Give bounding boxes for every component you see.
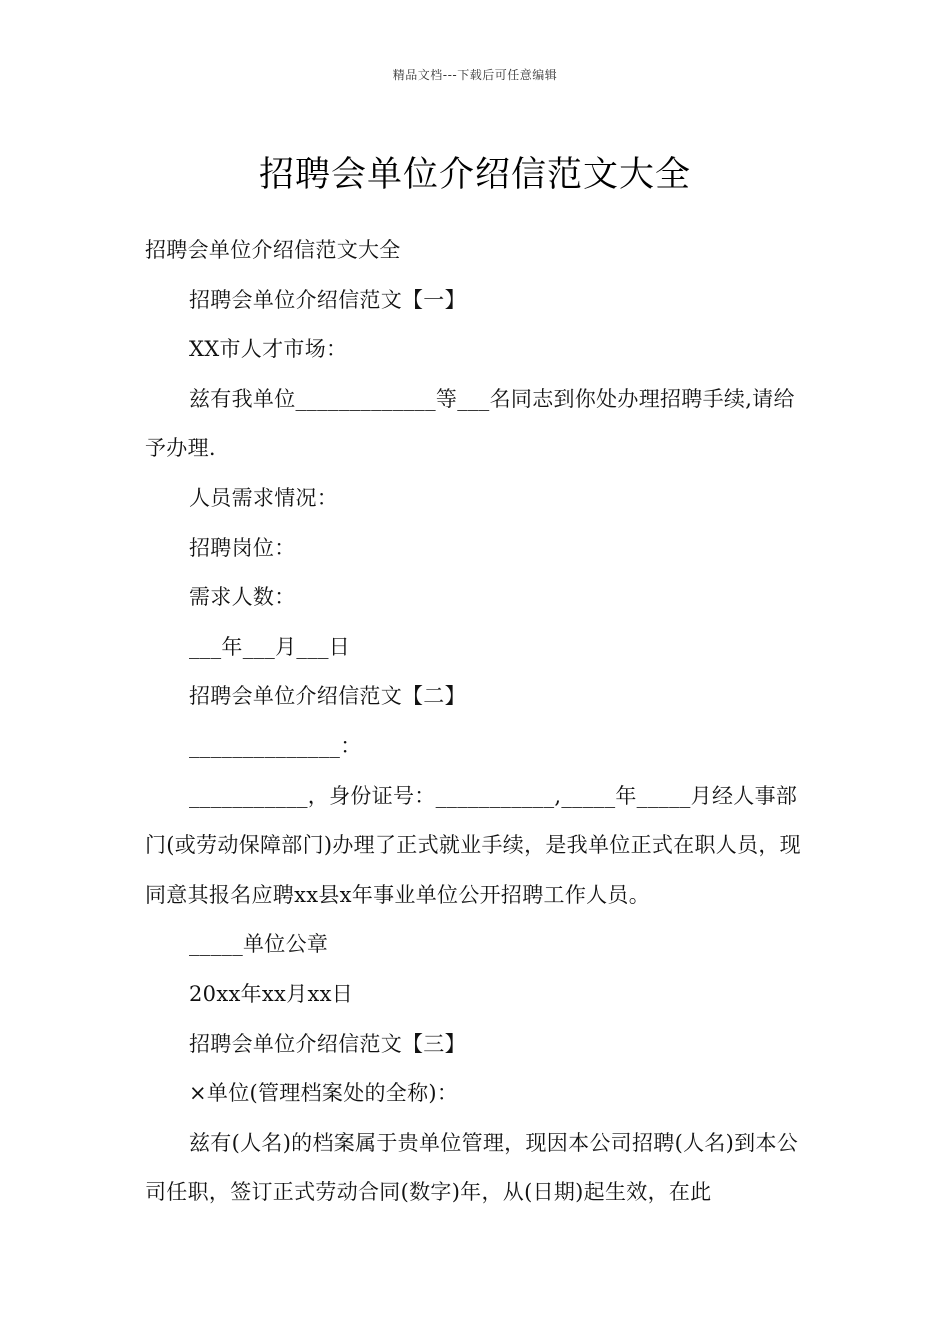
document-title: 招聘会单位介绍信范文大全: [258, 155, 691, 196]
paragraph-body: 招聘岗位：: [189, 535, 296, 560]
section-heading-1: 招聘会单位介绍信范文【一】: [189, 287, 466, 312]
paragraph-date-2: 20xx年xx月xx日: [189, 981, 354, 1006]
paragraph-body: 需求人数：: [189, 585, 296, 610]
header-note: 精品文档---下载后可任意编辑: [392, 68, 558, 82]
paragraph-body: ___________，身份证号：___________,_____年_____月经人事部门(或劳动保障部门)办理了正式就业手续，是我单位正式在职人员，现同意其报名应聘xx县x年事业单位公开招聘工作人员。: [145, 783, 801, 907]
document-body: [145, 226, 810, 1218]
paragraph-body: 人员需求情况：: [189, 485, 339, 510]
paragraph-body: 兹有我单位_____________等___名同志到你处办理招聘手续,请给予办理.: [145, 386, 795, 461]
section-heading-2: 招聘会单位介绍信范文【二】: [189, 684, 466, 709]
paragraph-salutation-2: ______________：: [189, 733, 362, 758]
paragraph-salutation-1: XX市人才市场：: [189, 337, 348, 362]
paragraph-subtitle: 招聘会单位介绍信范文大全: [145, 238, 401, 262]
paragraph-date-1: ___年___月___日: [189, 634, 351, 659]
paragraph-salutation-3: ×单位(管理档案处的全称)：: [189, 1081, 459, 1106]
section-heading-3: 招聘会单位介绍信范文【三】: [189, 1031, 466, 1056]
paragraph-seal: _____单位公章: [189, 932, 329, 957]
paragraph-body: 兹有(人名)的档案属于贵单位管理，现因本公司招聘(人名)到本公司任职，签订正式劳动合同(数字)年，从(日期)起生效，在此: [145, 1130, 799, 1205]
